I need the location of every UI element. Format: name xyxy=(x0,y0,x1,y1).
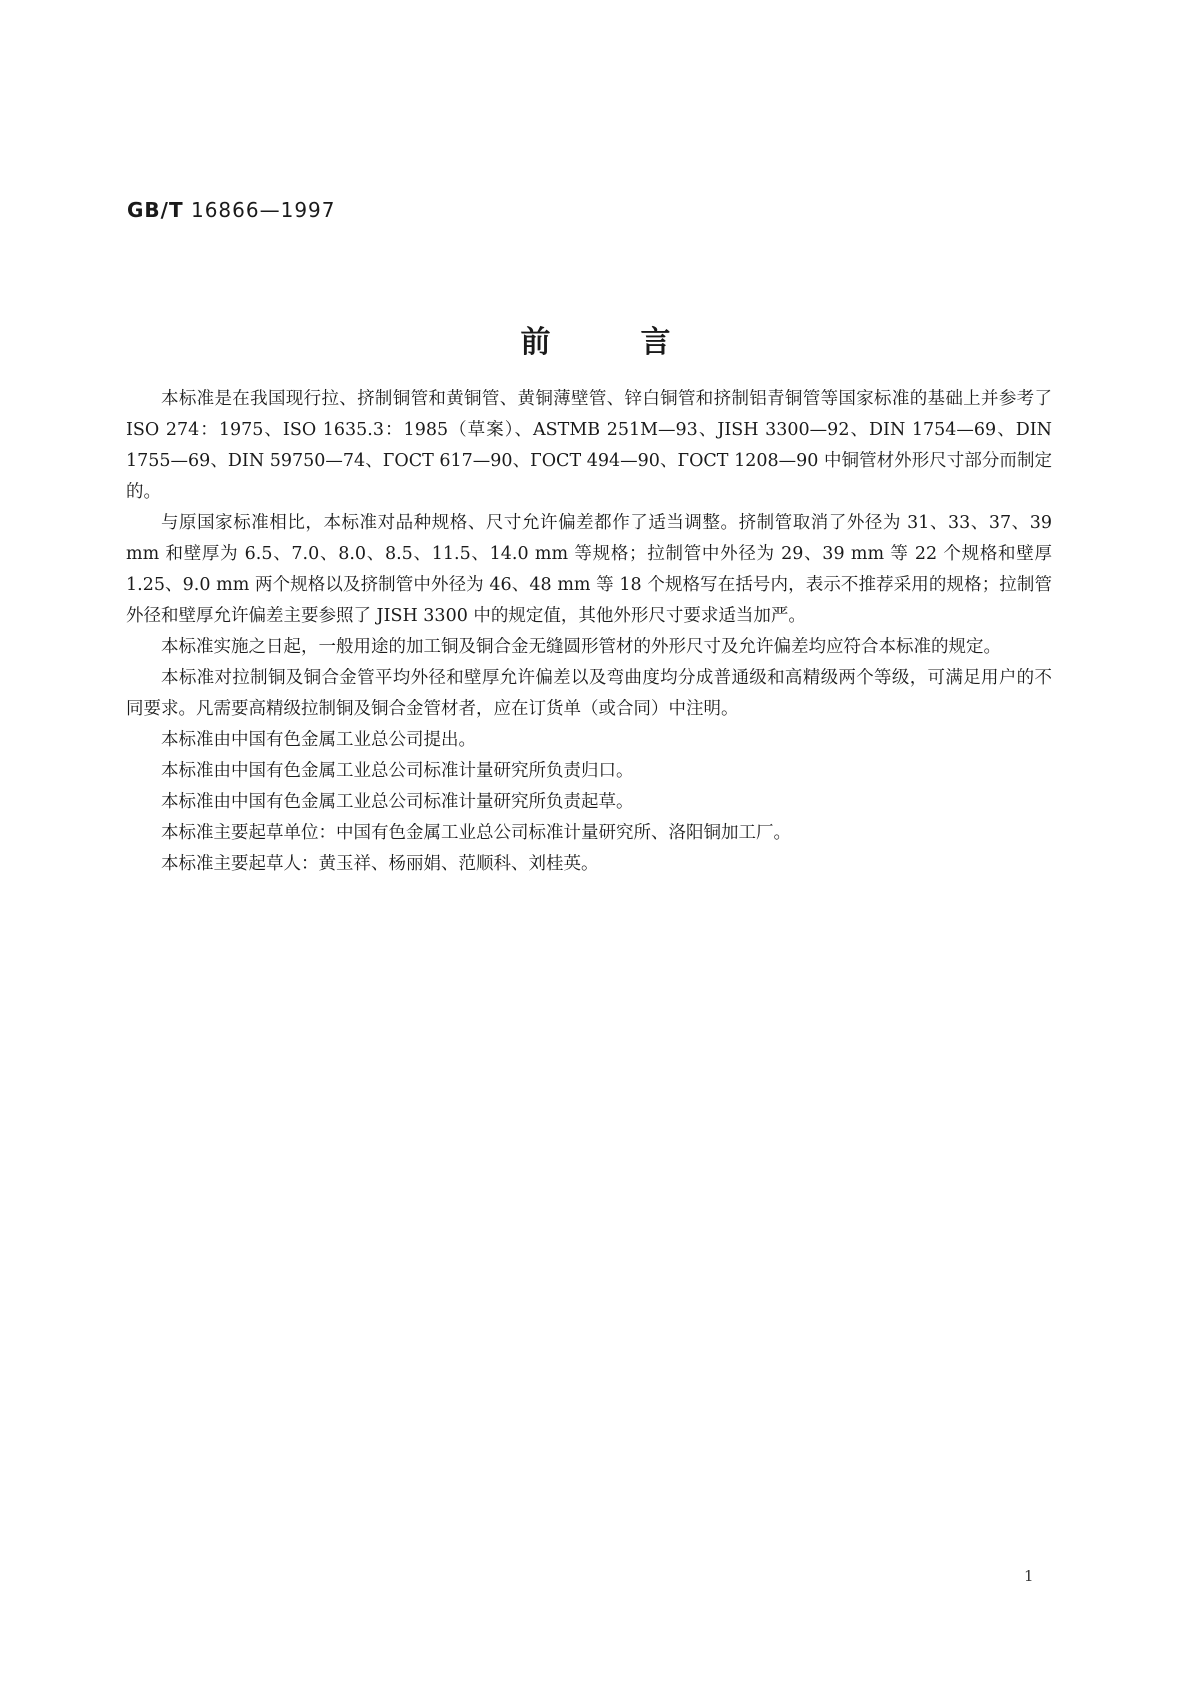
page-title: 前言 xyxy=(520,325,761,360)
paragraph-drafters: 本标准主要起草人：黄玉祥、杨丽娟、范顺科、刘桂英。 xyxy=(161,854,599,874)
paragraph-drafting-units: 本标准主要起草单位：中国有色金属工业总公司标准计量研究所、洛阳铜加工厂。 xyxy=(161,823,791,843)
foreword-body xyxy=(126,384,1052,880)
paragraph-centralized-by: 本标准由中国有色金属工业总公司标准计量研究所负责归口。 xyxy=(161,761,634,781)
paragraph-drafted-by: 本标准由中国有色金属工业总公司标准计量研究所负责起草。 xyxy=(161,792,634,812)
standard-code xyxy=(127,198,336,222)
paragraph-grades: 本标准对拉制铜及铜合金管平均外径和壁厚允许偏差以及弯曲度均分成普通级和高精级两个等级，可满足用户的不同要求。凡需要高精级拉制铜及铜合金管材者，应在订货单（或合同）中注明。 xyxy=(126,668,1052,719)
page-number: 1 xyxy=(1024,1567,1034,1585)
standard-number: 16866—1997 xyxy=(190,198,336,222)
paragraph-changes: 与原国家标准相比，本标准对品种规格、尺寸允许偏差都作了适当调整。挤制管取消了外径为 31、33、37、39 mm 和壁厚为 6.5、7.0、8.0、8.5、11.5、14.0 mm 等规格；拉制管中外径为 29、39 mm 等 22 个规格和壁厚 1.25、9.0 mm 两个规格以及挤制管中外径为 46、48 mm 等 18 个规格写在括号内，表示不推荐采用的规格；拉制管外径和壁厚允许偏差主要参照了 JISH 3300 中的规定值，其他外形尺寸要求适当加严。 xyxy=(126,513,1052,626)
paragraph-effective: 本标准实施之日起，一般用途的加工铜及铜合金无缝圆形管材的外形尺寸及允许偏差均应符合本标准的规定。 xyxy=(161,637,1001,657)
paragraph-proposed-by: 本标准由中国有色金属工业总公司提出。 xyxy=(161,730,476,750)
paragraph-reference-standards: 本标准是在我国现行拉、挤制铜管和黄铜管、黄铜薄壁管、锌白铜管和挤制铝青铜管等国家标准的基础上并参考了 ISO 274：1975、ISO 1635.3：1985（草案）、ASTMB 251M—93、JISH 3300—92、DIN 1754—69、DIN 1755—69、DIN 59750—74、ГОСТ 617—90、ГОСТ 494—90、ГОСТ 1208—90 中铜管材外形尺寸部分而制定的。 xyxy=(126,389,1052,502)
standard-prefix: GB/T xyxy=(127,198,184,222)
